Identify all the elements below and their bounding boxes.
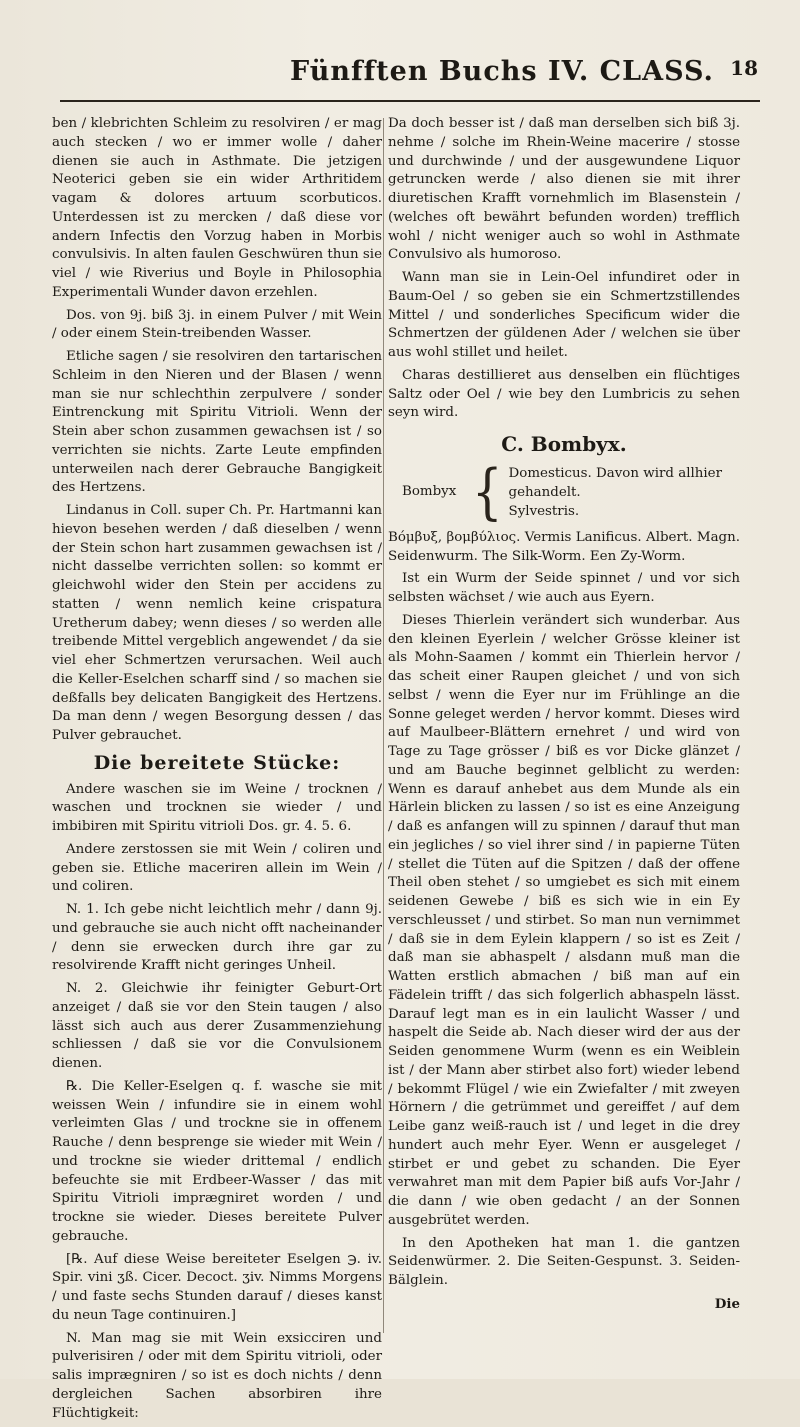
bracket-item: Domesticus. Davon wird allhier <box>508 465 722 481</box>
paragraph: Andere waschen sie im Weine / trocknen / waschen und trocknen sie wieder / und imbibiren mit Spiritu vitrioli Dos. gr. 4. 5. 6. <box>52 781 382 834</box>
bracket-item: gehandelt. <box>508 484 581 500</box>
column-divider <box>383 118 384 1333</box>
paragraph: Da doch besser ist / daß man derselben sich biß 3j. nehme / solche im Rhein-Weine macerire / stosse und durchwinde / und der ausgewundene Liquor getruncken werde / also dienen sie mit ihrer diuretischen Krafft vornehmlich im Blasenstein / (welches oft bewährt befunden worden) trefflich wohl / nicht weniger auch so wohl in Asthmate Convulsivo als humoroso. <box>388 116 740 263</box>
catchword: Die <box>714 1295 740 1312</box>
paragraph: Dieses Thierlein verändert sich wunderbar. Aus den kleinen Eyerlein / welcher Grösse kleiner ist als Mohn-Saamen / kommt ein Thierlein hervor / das scheit einer Raupen gleichet / und von sich selbst / wenn die Eyer nur im Frühlinge an die Sonne geleget werden / hervor kommt. Dieses wird auf Maulbeer-Blättern ernehret / und wird von Tage zu Tage grösser / biß es vor Dicke glänzet / und am Bauche beginnet gelblicht zu werden: Wenn es darauf anhebet aus dem Munde als ein Härlein blicken zu lassen / so ist es eine Anzeigung / daß es anfangen will zu spinnen / darauf thut man ein jegliches / so viel ihrer sind / in papierne Tüten / stellet die Tüten auf die Spitzen / daß der offene Theil oben stehet / so umgiebet es sich mit einem seidenen Gewebe / biß es sich wie in ein Ey verschleusset / und stirbet. So man nun vernimmet / daß sie in dem Eylein klappern / so ist es Zeit / daß man sie abhaspelt / alsdann muß man die Watten erstlich abmachen / biß man auf ein Fädelein trifft / das sich folgerlich abhaspeln lässt. Darauf legt man es in ein laulicht Wasser / und haspelt die Seide ab. Nach dieser wird der aus der Seiden genommene Wurm (wenn es ein Weiblein ist / der Mann aber stirbet also fort) wieder lebend / bekommt Flügel / wie ein Zwiefalter / mit zweyen Hörnern / die getrümmet und gereiffet / auf dem Leibe ganz weiß-rauch ist / und leget in die drey hundert auch mehr Eyer. Wenn er ausgeleget / stirbet er und gebet zu schanden. Die Eyer verwahret man mit dem Papier biß aufs Vor-Jahr / die dann / wie oben gedacht / an der Sonnen ausgebrütet werden. <box>388 612 740 1228</box>
paragraph: Ist ein Wurm der Seide spinnet / und vor sich selbsten wächset / wie auch aus Eyern. <box>388 571 740 605</box>
note-paragraph: N. 2. Gleichwie ihr feinigter Geburt-Ort anzeiget / daß sie vor den Stein taugen / also lässt sich auch aus derer Zusammenziehung schliessen / daß sie vor die Convulsionem dienen. <box>52 981 382 1071</box>
recipe-paragraph: ℞. Die Keller-Eselgen q. f. wasche sie mit weissen Wein / infundire sie in einem wohl verleimten Glas / und trockne sie in offenem Rauche / denn besprenge sie wieder mit Wein / und trockne sie wieder drittemal / endlich befeuchte sie mit Erdbeer-Wasser / das mit Spiritu Vitrioli imprægniret worden / und trockne sie wieder. Dieses bereitete Pulver gebrauche. <box>52 1078 382 1244</box>
paragraph: Etliche sagen / sie resolviren den tartarischen Schleim in den Nieren und der Blasen / wenn man sie nur schlechthin zerpulvere / sonder Eintrenckung mit Spiritu Vitrioli. Wenn der Stein aber schon zusammen gewachsen ist / so verrichten sie nichts. Zarte Leute empfinden unterweilen nach derer Gebrauche Bangigkeit des Hertzens. <box>52 349 382 496</box>
note-paragraph: N. Man mag sie mit Wein exsicciren und pulverisiren / oder mit dem Spiritu vitrioli, oder salis imprægniren / so ist es doch nichts / denn dergleichen Sachen absorbiren ihre Flüchtigkeit: <box>52 1330 382 1421</box>
paragraph: ben / klebrichten Schleim zu resolviren / er mag auch stecken / wo er immer wolle / daher dienen sie auch in Asthmate. Die jetzigen Neoterici geben sie ein wider Arthritidem vagam & dolores artuum scorbuticos. Unterdessen ist zu mercken / daß diese vor andern Infectis den Vorzug haben in Morbis convulsivis. In alten faulen Geschwüren thun sie viel / wie Riverius und Boyle in Philosophia Experimentali Wunder davon erzehlen. <box>52 116 382 300</box>
left-column <box>52 115 382 1427</box>
dosage-paragraph: Dos. von 9j. biß 3j. in einem Pulver / mit Wein / oder einem Stein-treibenden Wasser. <box>52 307 382 342</box>
paragraph: Wann man sie in Lein-Oel infundiret oder in Baum-Oel / so geben sie ein Schmertzstillendes Mittel / und sonderliches Specificum wider die Schmertzen der güldenen Ader / welchen sie über aus wohl stillet und heilet. <box>388 270 740 360</box>
note-paragraph: N. 1. Ich gebe nicht leichtlich mehr / dann 9j. und gebrauche sie auch nicht offt nacheinander / denn sie erwecken durch ihre gar zu resolvirende Krafft nicht geringes Unheil. <box>52 902 382 974</box>
paragraph: Lindanus in Coll. super Ch. Pr. Hartmanni kan hievon besehen werden / daß dieselben / wenn der Stein schon hart zusammen gewachsen ist / nicht dasselbe verrichten sollen: so kommt er gleichwohl wider den Stein per accidens zu statten / wenn nemlich keine crispatura Uretherum dabey; wenn dieses / so werden alle treibende Mittel vergeblich angewendet / da sie viel eher Schmertzen verursachen. Weil auch die Keller-Eselchen scharff sind / so machen sie deßfalls bey delicaten Bangigkeit des Hertzens. Da man denn / wegen Besorgung dessen / das Pulver gebrauchet. <box>52 503 382 743</box>
paragraph: Andere zerstossen sie mit Wein / coliren und geben sie. Etliche maceriren allein im Wein / und coliren. <box>52 841 382 895</box>
running-header <box>60 54 760 114</box>
section-heading: C. Bombyx. <box>501 432 627 456</box>
bracket-item: Sylvestris. <box>508 503 580 519</box>
header-rule <box>60 100 760 102</box>
running-title: Fünfften Buchs IV. CLASS. <box>290 56 714 87</box>
names-paragraph: Βόμβυξ, βομβύλιος. Vermis Lanificus. Albert. Magn. Seidenwurm. The Silk-Worm. Een Zy-Worm. <box>388 529 740 564</box>
paragraph: Charas destillieret aus denselben ein flüchtiges Saltz oder Oel / wie bey den Lumbricis zu sehen seyn wird. <box>388 367 740 421</box>
bracket-items <box>509 464 722 521</box>
paragraph: In den Apotheken hat man 1. die gantzen Seidenwürmer. 2. Die Seiten-Gespunst. 3. Seiden-Bälglein. <box>388 1235 740 1288</box>
recipe-paragraph: [℞. Auf diese Weise bereiteter Eselgen ℈. iv. Spir. vini ʒß. Cicer. Decoct. ʒiv. Nimms Morgens / und faste sechs Stunden darauf / dieses kanst du neun Tage continuiren.] <box>52 1251 382 1323</box>
section-heading: Die bereitete Stücke: <box>93 751 341 774</box>
classification-bracket <box>402 457 740 528</box>
page-number: 18 <box>730 56 758 80</box>
right-column <box>388 115 740 1314</box>
bracket-label: Bombyx <box>402 483 457 499</box>
brace-icon: { <box>472 457 503 528</box>
